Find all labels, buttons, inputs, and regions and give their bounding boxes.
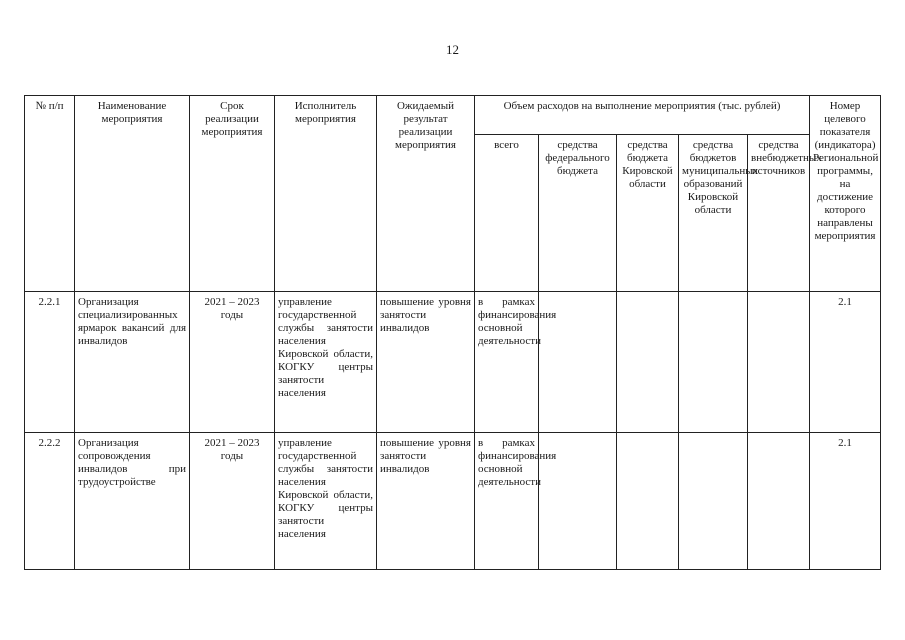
header-costs: Объем расходов на выполнение мероприятия (тыс. рублей) [475,96,810,135]
table-row [25,433,881,570]
cell-executor: управление государственной службы занятости населения Кировской области, КОГКУ центры занятости населения [275,433,377,570]
cell-executor: управление государственной службы занятости населения Кировской области, КОГКУ центры занятости населения [275,292,377,433]
header-term: Срок реализации мероприятия [190,96,275,292]
header-indicator: Номер целевого показателя (индикатора) Региональной программы, на достижение которого направлены мероприятия [810,96,881,292]
cell-regional [617,292,679,433]
cell-term: 2021 – 2023 годы [190,292,275,433]
cell-result: повышение уровня занятости инвалидов [377,292,475,433]
header-result: Ожидаемый результат реализации мероприятия [377,96,475,292]
cell-offbudget [748,433,810,570]
measures-table [24,95,881,570]
header-federal: средства федерального бюджета [539,135,617,292]
cell-indicator: 2.1 [810,292,881,433]
cell-municipal [679,292,748,433]
cell-term: 2021 – 2023 годы [190,433,275,570]
cell-name: Организация специализированных ярмарок вакансий для инвалидов [75,292,190,433]
cell-total: в рамках финансирования основной деятельности [475,433,539,570]
header-num: № п/п [25,96,75,292]
table-row [25,292,881,433]
page-number: 12 [446,42,459,57]
cell-num: 2.2.1 [25,292,75,433]
cell-result: повышение уровня занятости инвалидов [377,433,475,570]
cell-offbudget [748,292,810,433]
header-total: всего [475,135,539,292]
header-regional: средства бюджета Кировской области [617,135,679,292]
cell-regional [617,433,679,570]
header-executor: Исполнитель мероприятия [275,96,377,292]
table-header-row [25,96,881,135]
cell-num: 2.2.2 [25,433,75,570]
cell-name: Организация сопровождения инвалидов при трудоустройстве [75,433,190,570]
cell-total: в рамках финансирования основной деятельности [475,292,539,433]
header-offbudget: средства внебюджетных источников [748,135,810,292]
cell-municipal [679,433,748,570]
header-municipal: средства бюджетов муниципальных образований Кировской области [679,135,748,292]
cell-indicator: 2.1 [810,433,881,570]
header-name: Наименование мероприятия [75,96,190,292]
